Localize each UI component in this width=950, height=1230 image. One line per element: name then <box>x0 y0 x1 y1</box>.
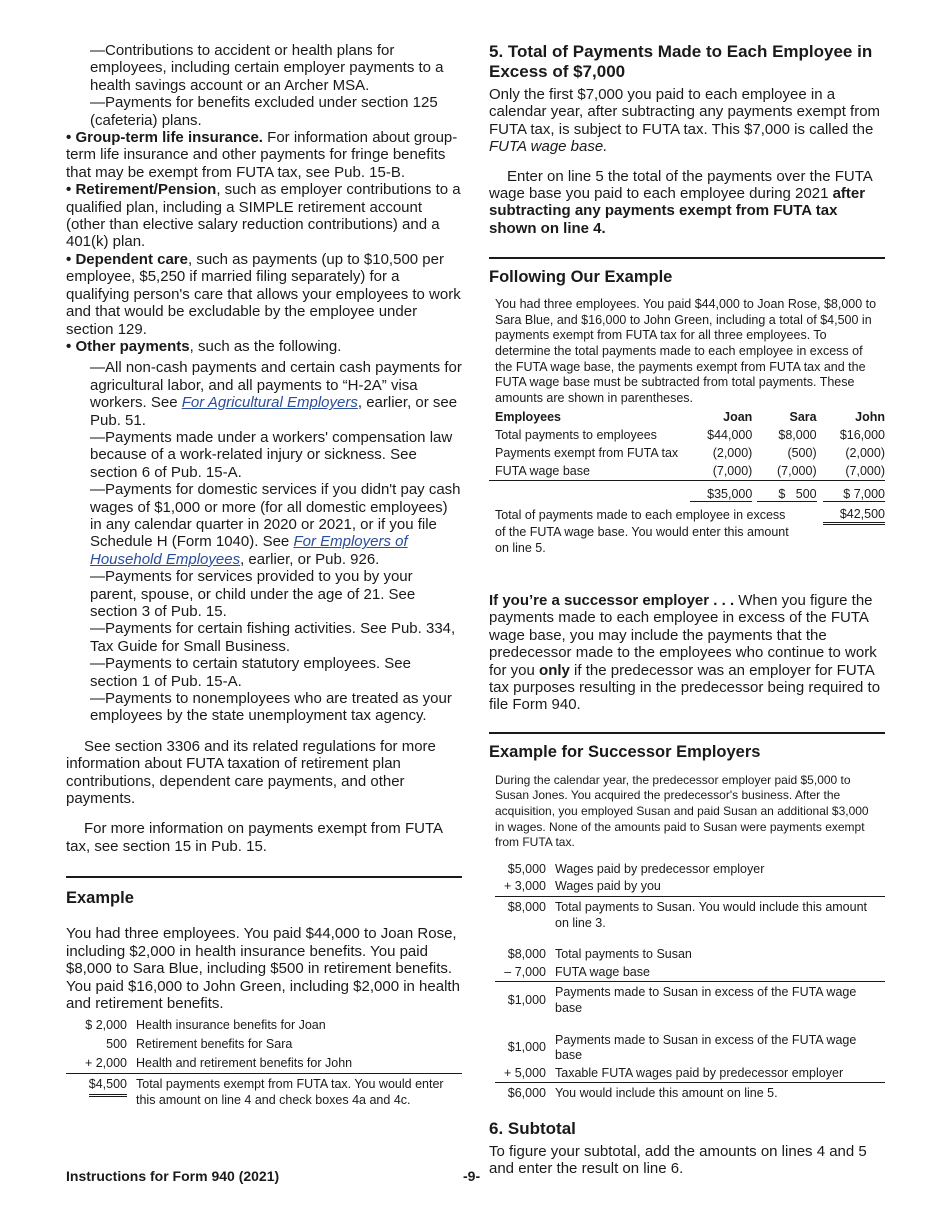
other-family: —Payments for services provided to you by your parent, spouse, or child under the age of 21. See section 3 of Pub. 15. <box>90 568 416 620</box>
table-row: FUTA wage base (7,000) (7,000) (7,000) <box>489 462 885 481</box>
section-6-text: To figure your subtotal, add the amounts on lines 4 and 5 and enter the result on line 6. <box>489 1142 867 1178</box>
table-row: $8,000 Total payments to Susan. You would include this amount on line 3. <box>507 900 868 930</box>
household-employees-link[interactable]: For Employers of Household Employees <box>90 533 408 568</box>
example-rule <box>66 876 462 878</box>
following-example-heading: Following Our Example <box>489 268 673 287</box>
example-table <box>66 1017 462 1109</box>
bullet-dependent-care: • Dependent care, such as payments (up to $10,500 per employee, $5,250 if married filing separately) for a qualifying person's care that allows your employees to work and that would be excludable by the employee under section 129. <box>66 250 461 338</box>
other-agricultural: —All non-cash payments and certain cash payments for agricultural labor, and all payments to “H-2A” visa workers. See For Agricultural Employers, earlier, or see Pub. 51. <box>90 359 462 429</box>
bullet-retirement: • Retirement/Pension, such as employer contributions to a qualified plan, including a SIMPLE retirement account (other than elective salary reduction contributions) and a 401(k) plan. <box>66 181 461 251</box>
following-example-text: You had three employees. You paid $44,000 to Joan Rose, $8,000 to Sara Blue, and $16,000 to John Green, including a total of $4,500 in payments exempt from FUTA tax for all three employees. To determine the total payments made to each employee in excess of the FUTA wage base, the payments exempt from FUTA tax and the FUTA wage base must be subtracted from total payments. These amounts are shown in parentheses. <box>495 297 877 405</box>
section-5-para-2: Enter on line 5 the total of the payments over the FUTA wage base you paid to each employee during 2021 after subtracting any payments exempt from FUTA tax shown on line 4. <box>489 167 872 237</box>
successor-table <box>495 861 885 1103</box>
table-row: + 5,000 Taxable FUTA wages paid by predecessor employer <box>495 1065 885 1083</box>
example-text: You had three employees. You paid $44,000 to Joan Rose, including $2,000 in health insurance benefits. You paid $8,000 to Sara Blue, including $500 in retirement benefits. You paid $16,000 to John Green, including $2,000 in health and retirement benefits. <box>66 925 460 1012</box>
table-row: – 7,000 FUTA wage base <box>495 964 885 982</box>
table-row: $6,000 You would include this amount on line 5. <box>507 1086 778 1101</box>
other-payments-list <box>90 359 462 725</box>
section-5-para-1: Only the first $7,000 you paid to each employee in a calendar year, after subtracting any payments exempt from FUTA tax, is subject to FUTA tax. This $7,000 is called the FUTA wage base. <box>489 86 881 156</box>
other-nonemployees: —Payments to nonemployees who are treated as your employees by the state unemployment tax agency. <box>90 690 452 725</box>
other-domestic: —Payments for domestic services if you didn't pay cash wages of $1,000 or more (for all domestic employees) in any calendar quarter in 2020 or 2021, or if you file Schedule H (Form 1040). See For Employers of Household Employees, earlier, or Pub. 926. <box>90 481 461 568</box>
table-row: $1,000 Payments made to Susan in excess of the FUTA wage base <box>507 985 857 1015</box>
other-workers-comp: —Payments made under a workers' compensation law because of a work-related injury or sickness. See section 6 of Pub. 15-A. <box>90 428 453 481</box>
table-row: Total payments to employees $44,000 $8,000 $16,000 <box>495 428 885 443</box>
table-row: $5,000 Wages paid by predecessor employer <box>507 861 765 876</box>
successor-example-text: During the calendar year, the predecessor employer paid $5,000 to Susan Jones. You acquired the predecessor's business. After the acquisition, you employed Susan and paid Susan an additional $3,000 in wages. None of the amounts paid to Susan were payments exempt from FUTA tax. <box>495 772 869 850</box>
table-header-row: Employees Joan Sara John <box>495 410 885 425</box>
table-totals-row: $35,000 $ 500 $ 7,000 <box>489 481 885 504</box>
section-6-heading: 6. Subtotal <box>489 1118 576 1138</box>
cafeteria-item: —Payments for benefits excluded under section 125 (cafeteria) plans. <box>90 94 438 129</box>
successor-example-heading: Example for Successor Employers <box>489 742 761 761</box>
table-row: + 3,000 Wages paid by you <box>495 878 885 896</box>
table-summary-row: Total of payments made to each employee in excess of the FUTA wage base. You would enter this amount on line 5. $42,500 <box>495 507 885 555</box>
bullet-group-term: • Group-term life insurance. For information about group-term life insurance and other payments for fringe benefits that may be exempt from FUTA tax, see Pub. 15-B. <box>66 129 458 181</box>
example-heading: Example <box>66 889 134 908</box>
other-fishing: —Payments for certain fishing activities. See Pub. 334, Tax Guide for Small Business. <box>90 620 456 655</box>
right-column <box>489 42 885 1178</box>
bullet-other-payments: • Other payments, such as the following. <box>66 337 342 355</box>
para-more-info: For more information on payments exempt from FUTA tax, see section 15 in Pub. 15. <box>66 820 443 855</box>
table-row: 500 Retirement benefits for Sara <box>106 1036 293 1051</box>
contributions-item: —Contributions to accident or health plans for employees, including certain employer payments to a health savings account or an Archer MSA. <box>90 42 444 94</box>
following-rule <box>489 257 885 259</box>
table-row: + 2,000 Health and retirement benefits for John <box>66 1054 462 1074</box>
left-column <box>66 42 462 1109</box>
table-row: Payments exempt from FUTA tax (2,000) (500) (2,000) <box>495 446 885 461</box>
employees-table <box>489 408 885 556</box>
agricultural-employers-link[interactable]: For Agricultural Employers <box>181 394 358 412</box>
successor-para: If you’re a successor employer . . . When you figure the payments made to each employee in excess of the FUTA wage base, you may include the payments that the predecessor made to the employees who continue to work for you only if the predecessor was an employer for FUTA tax purposes resulting in the predecessor being required to file Form 940. <box>489 592 881 714</box>
footer-form-title: Instructions for Form 940 (2021) <box>66 1168 280 1184</box>
section-5-heading: 5. Total of Payments Made to Each Employee in Excess of $7,000 <box>489 42 873 81</box>
other-statutory: —Payments to certain statutory employees. See section 1 of Pub. 15-A. <box>90 655 411 690</box>
footer-page-number: -9- <box>463 1168 481 1184</box>
para-section-3306: See section 3306 and its related regulations for more information about FUTA taxation of retirement plan contributions, dependent care payments, and other payments. <box>66 737 436 808</box>
table-row: $1,000 Payments made to Susan in excess of the FUTA wage base <box>507 1032 857 1063</box>
table-row: $4,500 Total payments exempt from FUTA tax. You would enter this amount on line 4 and check boxes 4a and 4c. <box>88 1077 444 1107</box>
successor-rule <box>489 732 885 734</box>
table-row: $8,000 Total payments to Susan <box>507 947 692 962</box>
table-row: $ 2,000 Health insurance benefits for Joan <box>85 1018 326 1033</box>
